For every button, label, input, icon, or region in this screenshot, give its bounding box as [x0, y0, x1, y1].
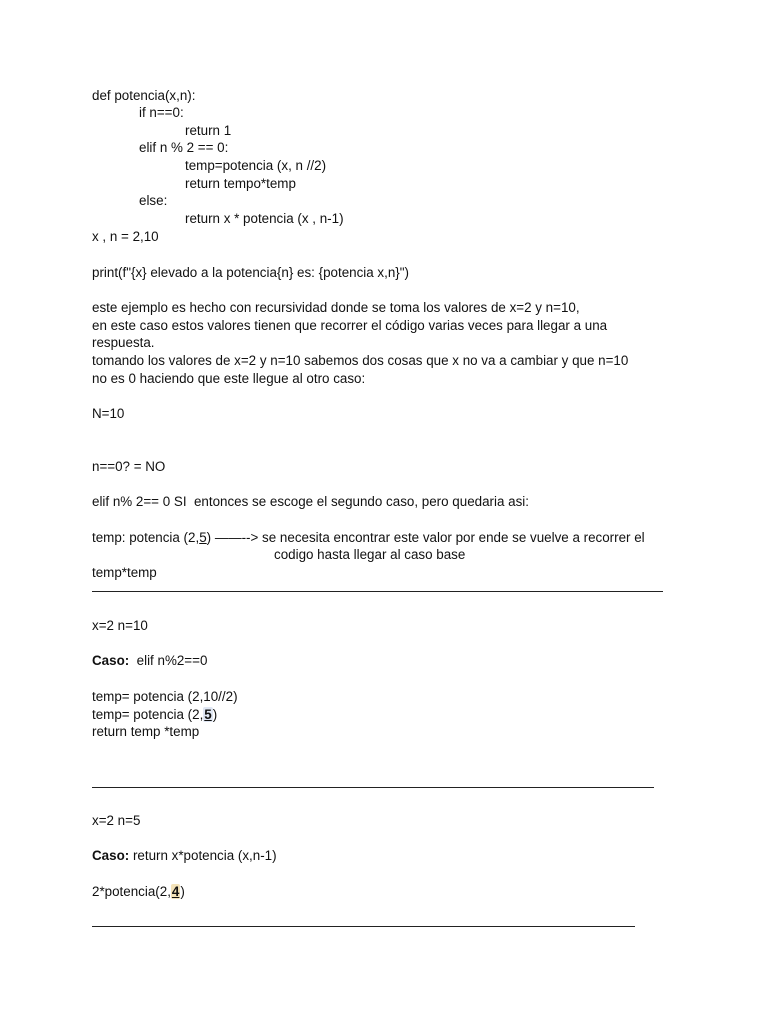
- code-line-return-x: return x * potencia (x , n-1): [185, 211, 344, 226]
- step1-temp-2-number: 5: [204, 707, 212, 722]
- code-line-return-1: return 1: [185, 123, 232, 138]
- elif-case-line: elif n% 2== 0 SI entonces se escoge el segundo caso, pero quedaria asi:: [92, 494, 529, 509]
- code-line-temp: temp=potencia (x, n //2): [185, 158, 327, 173]
- temp-number: 5: [199, 530, 207, 545]
- step2-caso-label: Caso:: [92, 848, 130, 863]
- temp-suffix: ) ——--> se necesita encontrar este valor por ende se vuelve a recorrer el: [206, 530, 645, 545]
- explanation-line-3: respuesta.: [92, 335, 155, 350]
- step2-result-suffix: ): [180, 884, 185, 899]
- step1-caso-label: Caso:: [92, 653, 130, 668]
- explanation-line-4: tomando los valores de x=2 y n=10 sabemos dos cosas que x no va a cambiar y que n=10: [92, 353, 629, 368]
- step2-result: [92, 883, 185, 901]
- step2-result-number: 4: [171, 884, 180, 899]
- step1-temp-2-suffix: ): [212, 707, 218, 722]
- step1-temp-2: [92, 706, 217, 724]
- separator-line: [92, 591, 663, 592]
- code-line-elif: elif n % 2 == 0:: [139, 140, 229, 155]
- step1-caso-text: elif n%2==0: [129, 653, 208, 668]
- code-line-def: def potencia(x,n):: [92, 88, 196, 103]
- explanation-line-5: no es 0 haciendo que este llegue al otro caso:: [92, 371, 366, 386]
- temp-arrow-line: [92, 529, 645, 547]
- temp-prefix: temp: potencia (2,: [92, 530, 200, 545]
- separator-line: [92, 926, 635, 927]
- n-value: N=10: [92, 406, 125, 421]
- step2-vars: x=2 n=5: [92, 813, 141, 828]
- explanation-line-2: en este caso estos valores tienen que recorrer el código varias veces para llegar a una: [92, 318, 608, 333]
- base-case-check: n==0? = NO: [92, 459, 166, 474]
- code-line-print: print(f"{x} elevado a la potencia{n} es: {potencia x,n}"): [92, 265, 409, 280]
- step2-result-prefix: 2*potencia(2,: [92, 884, 171, 899]
- step1-temp-1: temp= potencia (2,10//2): [92, 689, 238, 704]
- temp-arrow-continuation: codigo hasta llegar al caso base: [274, 547, 466, 562]
- temp-mult: temp*temp: [92, 565, 157, 580]
- step2-caso-text: return x*potencia (x,n-1): [129, 848, 277, 863]
- explanation-line-1: este ejemplo es hecho con recursividad donde se toma los valores de x=2 y n=10,: [92, 300, 580, 315]
- step1-caso: [92, 652, 207, 670]
- step1-return: return temp *temp: [92, 724, 200, 739]
- step2-caso: [92, 847, 277, 865]
- code-line-assign: x , n = 2,10: [92, 229, 159, 244]
- separator-line: [92, 787, 654, 788]
- code-line-else: else:: [139, 193, 168, 208]
- step1-temp-2-prefix: temp= potencia (2,: [92, 707, 204, 722]
- code-line-if: if n==0:: [139, 105, 184, 120]
- step1-vars: x=2 n=10: [92, 618, 148, 633]
- code-line-return-temp: return tempo*temp: [185, 176, 296, 191]
